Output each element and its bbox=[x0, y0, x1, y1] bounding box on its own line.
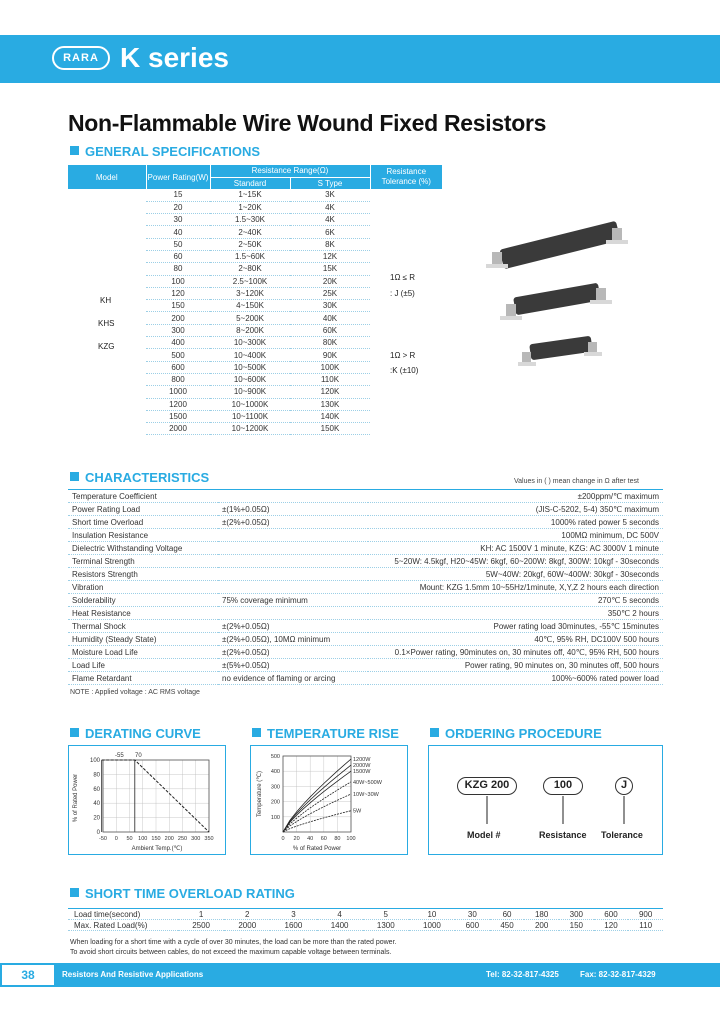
power-cell: 600 bbox=[146, 361, 210, 373]
characteristic-item: Humidity (Steady State) bbox=[68, 633, 218, 646]
characteristic-spec bbox=[218, 581, 368, 594]
model-cell bbox=[68, 250, 146, 262]
standard-cell: 1.5~30K bbox=[210, 214, 290, 226]
temprise-ytick: 100 bbox=[270, 814, 280, 821]
stype-cell: 150K bbox=[290, 423, 370, 435]
power-cell: 30 bbox=[146, 214, 210, 226]
temprise-ytick: 300 bbox=[270, 784, 280, 791]
model-cell bbox=[68, 386, 146, 398]
characteristic-item: Dielectric Withstanding Voltage bbox=[68, 542, 218, 555]
standard-cell: 10~600K bbox=[210, 373, 290, 385]
order-resistance-pill: 100 bbox=[543, 777, 583, 795]
spec-row bbox=[68, 214, 442, 226]
characteristic-spec: ±(2%+0.05Ω) bbox=[218, 646, 368, 659]
standard-cell: 1~15K bbox=[210, 189, 290, 201]
temprise-series-label: 10W~30W bbox=[353, 792, 379, 798]
characteristic-condition: 40℃, 95% RH, DC100V 500 hours bbox=[368, 633, 663, 646]
characteristic-item: Moisture Load Life bbox=[68, 646, 218, 659]
stype-cell: 12K bbox=[290, 250, 370, 262]
characteristic-item: Thermal Shock bbox=[68, 620, 218, 633]
spec-row bbox=[68, 250, 442, 262]
derating-xtick: 300 bbox=[191, 836, 201, 842]
characteristic-spec: 75% coverage minimum bbox=[218, 594, 368, 607]
overload-table bbox=[68, 908, 663, 931]
stype-cell: 40K bbox=[290, 312, 370, 324]
characteristics-heading: CHARACTERISTICS bbox=[70, 470, 209, 485]
temprise-curve bbox=[283, 759, 351, 832]
power-cell: 100 bbox=[146, 275, 210, 287]
characteristic-row bbox=[68, 672, 663, 685]
standard-cell: 1~20K bbox=[210, 201, 290, 213]
characteristic-condition: Mount: KZG 1.5mm 10~55Hz/1minute, X,Y,Z 2 hours each direction bbox=[368, 581, 663, 594]
power-cell: 500 bbox=[146, 349, 210, 361]
spec-row bbox=[68, 324, 442, 336]
temprise-series-label: 40W~500W bbox=[353, 779, 382, 786]
header-band-right bbox=[456, 35, 720, 83]
characteristic-spec: ±(2%+0.05Ω) bbox=[218, 620, 368, 633]
overload-load-label: Max. Rated Load(%) bbox=[68, 920, 178, 931]
temprise-heading: TEMPERATURE RISE bbox=[252, 726, 399, 741]
spec-row bbox=[68, 349, 442, 361]
stype-cell: 110K bbox=[290, 373, 370, 385]
stype-cell: 100K bbox=[290, 361, 370, 373]
derating-ytick: 80 bbox=[93, 772, 100, 779]
stype-cell: 15K bbox=[290, 263, 370, 275]
derating-box bbox=[68, 745, 226, 855]
tolerance-cell bbox=[370, 423, 442, 435]
overload-time-cell: 600 bbox=[594, 909, 629, 920]
characteristic-row bbox=[68, 503, 663, 516]
model-cell bbox=[68, 263, 146, 275]
standard-cell: 2.5~100K bbox=[210, 275, 290, 287]
characteristic-spec: ±(2%+0.05Ω), 10MΩ minimum bbox=[218, 633, 368, 646]
characteristic-row bbox=[68, 646, 663, 659]
derating-marker-min: -55 bbox=[115, 753, 124, 759]
characteristic-item: Heat Resistance bbox=[68, 607, 218, 620]
tolerance-cell bbox=[370, 189, 442, 201]
derating-ytick: 40 bbox=[93, 801, 100, 808]
characteristic-item: Temperature Coefficient bbox=[68, 490, 218, 503]
characteristic-row bbox=[68, 516, 663, 529]
characteristic-spec: ±(2%+0.05Ω) bbox=[218, 516, 368, 529]
stype-cell: 30K bbox=[290, 300, 370, 312]
overload-load-cell: 1400 bbox=[317, 920, 363, 931]
tolerance-cell bbox=[370, 300, 442, 312]
overload-load-cell: 150 bbox=[559, 920, 594, 931]
characteristic-condition: KH: AC 1500V 1 minute, KZG: AC 3000V 1 minute bbox=[368, 542, 663, 555]
derating-xtick: 200 bbox=[164, 836, 174, 842]
derating-xlabel: Ambient Temp.(℃) bbox=[131, 846, 183, 852]
overload-note-2: To avoid short circuits between cables, do not exceed the maximum capable voltage between terminals. bbox=[70, 949, 392, 956]
temprise-xtick: 20 bbox=[293, 836, 300, 842]
col-standard: Standard bbox=[210, 177, 290, 189]
characteristic-row bbox=[68, 568, 663, 581]
characteristic-spec: ±(1%+0.05Ω) bbox=[218, 503, 368, 516]
characteristic-row bbox=[68, 607, 663, 620]
characteristics-table bbox=[68, 489, 663, 685]
stype-cell: 140K bbox=[290, 410, 370, 422]
model-cell bbox=[68, 226, 146, 238]
overload-time-cell: 60 bbox=[490, 909, 525, 920]
characteristics-note: NOTE : Applied voltage : AC RMS voltage bbox=[70, 689, 200, 696]
stype-cell: 90K bbox=[290, 349, 370, 361]
standard-cell: 2~50K bbox=[210, 238, 290, 250]
characteristic-condition: 270℃ 5 seconds bbox=[368, 594, 663, 607]
characteristic-row bbox=[68, 490, 663, 503]
temprise-xtick: 0 bbox=[281, 836, 285, 842]
spec-row bbox=[68, 361, 442, 373]
col-range: Resistance Range(Ω) bbox=[210, 165, 370, 177]
model-kh: KH bbox=[100, 296, 112, 305]
characteristic-spec bbox=[218, 542, 368, 555]
spec-row bbox=[68, 287, 442, 299]
standard-cell: 10~1200K bbox=[210, 423, 290, 435]
resistor-product-images bbox=[470, 200, 650, 380]
footer-tel: Tel: 82-32-817-4325 bbox=[486, 970, 559, 979]
model-cell bbox=[68, 398, 146, 410]
characteristic-condition: 350℃ 2 hours bbox=[368, 607, 663, 620]
order-tolerance-pill: J bbox=[615, 777, 633, 795]
overload-time-cell: 5 bbox=[363, 909, 409, 920]
characteristic-row bbox=[68, 555, 663, 568]
standard-cell: 10~500K bbox=[210, 361, 290, 373]
temprise-ytick: 200 bbox=[270, 799, 280, 806]
tolerance-cell bbox=[370, 337, 442, 349]
stype-cell: 6K bbox=[290, 226, 370, 238]
order-model-pill: KZG 200 bbox=[457, 777, 517, 795]
overload-load-cell: 200 bbox=[524, 920, 559, 931]
stype-cell: 4K bbox=[290, 214, 370, 226]
ordering-heading: ORDERING PROCEDURE bbox=[430, 726, 602, 741]
model-cell bbox=[68, 373, 146, 385]
characteristic-spec bbox=[218, 490, 368, 503]
page-title: Non-Flammable Wire Wound Fixed Resistors bbox=[68, 110, 547, 136]
spec-row bbox=[68, 373, 442, 385]
characteristics-note-right: Values in ( ) mean change in Ω after test bbox=[514, 478, 639, 485]
overload-load-cell: 1000 bbox=[409, 920, 455, 931]
model-cell bbox=[68, 214, 146, 226]
tolerance-cell bbox=[370, 324, 442, 336]
col-tolerance: Resistance Tolerance (%) bbox=[370, 165, 442, 189]
derating-xtick: 100 bbox=[138, 836, 148, 842]
derating-marker-70: 70 bbox=[135, 753, 142, 759]
spec-row bbox=[68, 410, 442, 422]
characteristic-spec: ±(5%+0.05Ω) bbox=[218, 659, 368, 672]
standard-cell: 8~200K bbox=[210, 324, 290, 336]
spec-row bbox=[68, 312, 442, 324]
footer-title: Resistors And Resistive Applications bbox=[62, 970, 204, 979]
model-cell bbox=[68, 189, 146, 201]
tolerance-cell bbox=[370, 214, 442, 226]
stype-cell: 130K bbox=[290, 398, 370, 410]
model-khs: KHS bbox=[98, 319, 115, 328]
stype-cell: 4K bbox=[290, 201, 370, 213]
standard-cell: 2~40K bbox=[210, 226, 290, 238]
power-cell: 1500 bbox=[146, 410, 210, 422]
characteristic-row bbox=[68, 542, 663, 555]
characteristic-condition: 100MΩ minimum, DC 500V bbox=[368, 529, 663, 542]
characteristic-row bbox=[68, 594, 663, 607]
temprise-ytick: 400 bbox=[270, 769, 280, 776]
characteristic-condition: 5~20W: 4.5kgf, H20~45W: 6kgf, 60~200W: 8kgf, 300W: 10kgf - 30seconds bbox=[368, 555, 663, 568]
stype-cell: 120K bbox=[290, 386, 370, 398]
characteristic-spec bbox=[218, 568, 368, 581]
power-cell: 200 bbox=[146, 312, 210, 324]
power-cell: 15 bbox=[146, 189, 210, 201]
derating-xtick: -50 bbox=[99, 836, 107, 842]
tolerance-cell bbox=[370, 238, 442, 250]
power-cell: 300 bbox=[146, 324, 210, 336]
tolerance-line-3: 1Ω > R bbox=[390, 351, 416, 360]
spec-row bbox=[68, 189, 442, 201]
characteristic-condition: 5W~40W: 20kgf, 60W~400W: 30kgf - 30seconds bbox=[368, 568, 663, 581]
derating-xtick: 350 bbox=[204, 836, 214, 842]
characteristic-condition: 100%~600% rated power load bbox=[368, 672, 663, 685]
model-cell bbox=[68, 410, 146, 422]
temprise-xlabel: % of Rated Power bbox=[292, 846, 342, 852]
model-cell bbox=[68, 275, 146, 287]
standard-cell: 10~1000K bbox=[210, 398, 290, 410]
temprise-series-label: 1500W bbox=[353, 769, 371, 776]
temprise-ytick: 500 bbox=[270, 754, 280, 760]
overload-time-cell: 10 bbox=[409, 909, 455, 920]
tolerance-cell bbox=[370, 201, 442, 213]
standard-cell: 5~200K bbox=[210, 312, 290, 324]
derating-ytick: 20 bbox=[93, 815, 100, 822]
overload-time-cell: 4 bbox=[317, 909, 363, 920]
spec-row bbox=[68, 337, 442, 349]
overload-load-cell: 120 bbox=[594, 920, 629, 931]
derating-ylabel: % of Rated Power bbox=[73, 773, 79, 823]
temprise-chart bbox=[251, 746, 407, 854]
spec-row bbox=[68, 386, 442, 398]
stype-cell: 20K bbox=[290, 275, 370, 287]
characteristic-row bbox=[68, 659, 663, 672]
power-cell: 150 bbox=[146, 300, 210, 312]
temprise-ylabel: Temperature (℃) bbox=[257, 770, 263, 818]
power-cell: 1200 bbox=[146, 398, 210, 410]
col-power: Power Rating(W) bbox=[146, 165, 210, 189]
derating-ytick: 100 bbox=[89, 758, 100, 764]
characteristic-spec bbox=[218, 529, 368, 542]
order-label-model: Model # bbox=[467, 830, 501, 840]
tolerance-cell bbox=[370, 250, 442, 262]
spec-row bbox=[68, 423, 442, 435]
characteristic-item: Flame Retardant bbox=[68, 672, 218, 685]
temprise-series-label: 2000W bbox=[353, 763, 371, 770]
derating-xtick: 150 bbox=[151, 836, 161, 842]
characteristic-item: Resistors Strength bbox=[68, 568, 218, 581]
overload-load-cell: 450 bbox=[490, 920, 525, 931]
standard-cell: 1.5~60K bbox=[210, 250, 290, 262]
characteristic-item: Terminal Strength bbox=[68, 555, 218, 568]
overload-load-cell: 1300 bbox=[363, 920, 409, 931]
characteristic-item: Vibration bbox=[68, 581, 218, 594]
power-cell: 400 bbox=[146, 337, 210, 349]
power-cell: 1000 bbox=[146, 386, 210, 398]
tolerance-line-1: 1Ω ≤ R bbox=[390, 273, 416, 282]
overload-time-cell: 1 bbox=[178, 909, 224, 920]
derating-xtick: 50 bbox=[126, 836, 133, 842]
overload-heading: SHORT TIME OVERLOAD RATING bbox=[70, 886, 295, 901]
power-cell: 50 bbox=[146, 238, 210, 250]
characteristic-spec bbox=[218, 555, 368, 568]
tolerance-cell bbox=[370, 226, 442, 238]
characteristic-spec: no evidence of flaming or arcing bbox=[218, 672, 368, 685]
model-cell bbox=[68, 361, 146, 373]
tolerance-cell bbox=[370, 312, 442, 324]
characteristic-item: Insulation Resistance bbox=[68, 529, 218, 542]
tolerance-cell bbox=[370, 398, 442, 410]
model-cell bbox=[68, 423, 146, 435]
spec-row bbox=[68, 226, 442, 238]
characteristic-item: Power Rating Load bbox=[68, 503, 218, 516]
characteristic-spec bbox=[218, 607, 368, 620]
derating-ytick: 60 bbox=[93, 786, 100, 793]
overload-time-cell: 900 bbox=[628, 909, 663, 920]
power-cell: 20 bbox=[146, 201, 210, 213]
order-label-resistance: Resistance bbox=[539, 830, 587, 840]
temprise-xtick: 100 bbox=[346, 836, 356, 842]
derating-ytick: 0 bbox=[96, 830, 100, 836]
standard-cell: 10~400K bbox=[210, 349, 290, 361]
general-heading: GENERAL SPECIFICATIONS bbox=[70, 144, 260, 159]
stype-cell: 25K bbox=[290, 287, 370, 299]
temprise-box bbox=[250, 745, 408, 855]
temprise-xtick: 80 bbox=[334, 836, 341, 842]
model-cell bbox=[68, 201, 146, 213]
power-cell: 60 bbox=[146, 250, 210, 262]
standard-cell: 2~80K bbox=[210, 263, 290, 275]
characteristic-item: Short time Overload bbox=[68, 516, 218, 529]
spec-row bbox=[68, 275, 442, 287]
characteristic-condition: 1000% rated power 5 seconds bbox=[368, 516, 663, 529]
power-cell: 800 bbox=[146, 373, 210, 385]
derating-chart bbox=[69, 746, 225, 854]
standard-cell: 10~900K bbox=[210, 386, 290, 398]
general-spec-table bbox=[68, 165, 442, 435]
characteristic-condition: Power rating, 90 minutes on, 30 minutes off, 500 hours bbox=[368, 659, 663, 672]
footer-fax: Fax: 82-32-817-4329 bbox=[580, 970, 656, 979]
temprise-series-label: 1200W bbox=[353, 757, 371, 764]
characteristic-row bbox=[68, 581, 663, 594]
derating-heading: DERATING CURVE bbox=[70, 726, 201, 741]
page-number: 38 bbox=[0, 963, 56, 987]
spec-row bbox=[68, 238, 442, 250]
standard-cell: 4~150K bbox=[210, 300, 290, 312]
derating-curve-line bbox=[102, 760, 209, 832]
tolerance-cell bbox=[370, 386, 442, 398]
overload-time-cell: 300 bbox=[559, 909, 594, 920]
resistor-image-medium bbox=[500, 283, 612, 320]
temprise-series-label: 5W bbox=[353, 808, 362, 815]
series-title: K series bbox=[120, 42, 229, 73]
standard-cell: 10~1100K bbox=[210, 410, 290, 422]
characteristic-row bbox=[68, 529, 663, 542]
temprise-curve bbox=[283, 811, 351, 832]
col-stype: S Type bbox=[290, 177, 370, 189]
characteristic-item: Solderability bbox=[68, 594, 218, 607]
characteristic-row bbox=[68, 633, 663, 646]
characteristic-condition: Power rating load 30minutes, -55℃ 15minutes bbox=[368, 620, 663, 633]
characteristic-condition: (JIS-C-5202, 5-4) 350℃ maximum bbox=[368, 503, 663, 516]
overload-time-cell: 2 bbox=[224, 909, 270, 920]
standard-cell: 3~120K bbox=[210, 287, 290, 299]
tolerance-line-4: :K (±10) bbox=[390, 366, 419, 375]
model-cell bbox=[68, 238, 146, 250]
stype-cell: 3K bbox=[290, 189, 370, 201]
tolerance-cell bbox=[370, 410, 442, 422]
temprise-curve bbox=[283, 782, 351, 832]
overload-load-cell: 600 bbox=[455, 920, 490, 931]
overload-time-cell: 3 bbox=[270, 909, 316, 920]
resistor-image-small bbox=[518, 336, 602, 366]
spec-row bbox=[68, 201, 442, 213]
overload-load-cell: 110 bbox=[628, 920, 663, 931]
power-cell: 40 bbox=[146, 226, 210, 238]
spec-row bbox=[68, 300, 442, 312]
resistor-image-large bbox=[486, 221, 628, 269]
overload-time-label: Load time(second) bbox=[68, 909, 178, 920]
derating-xtick: 0 bbox=[114, 836, 118, 842]
power-cell: 2000 bbox=[146, 423, 210, 435]
stype-cell: 60K bbox=[290, 324, 370, 336]
spec-row bbox=[68, 263, 442, 275]
standard-cell: 10~300K bbox=[210, 337, 290, 349]
characteristic-item: Load Life bbox=[68, 659, 218, 672]
characteristic-condition: ±200ppm/℃ maximum bbox=[368, 490, 663, 503]
derating-xtick: 250 bbox=[177, 836, 188, 842]
order-label-tolerance: Tolerance bbox=[601, 830, 643, 840]
col-model: Model bbox=[68, 165, 146, 189]
spec-row bbox=[68, 398, 442, 410]
stype-cell: 80K bbox=[290, 337, 370, 349]
overload-time-cell: 180 bbox=[524, 909, 559, 920]
power-cell: 80 bbox=[146, 263, 210, 275]
temprise-xtick: 60 bbox=[320, 836, 327, 842]
overload-time-cell: 30 bbox=[455, 909, 490, 920]
ordering-box bbox=[428, 745, 663, 855]
brand-logo: RARA bbox=[52, 46, 110, 70]
overload-load-cell: 2000 bbox=[224, 920, 270, 931]
tolerance-line-2: : J (±5) bbox=[390, 289, 415, 298]
overload-note-1: When loading for a short time with a cycle of over 30 minutes, the load can be more than the rated power. bbox=[70, 939, 397, 946]
characteristic-row bbox=[68, 620, 663, 633]
power-cell: 120 bbox=[146, 287, 210, 299]
tolerance-cell bbox=[370, 373, 442, 385]
overload-load-cell: 2500 bbox=[178, 920, 224, 931]
stype-cell: 8K bbox=[290, 238, 370, 250]
characteristic-condition: 0.1×Power rating, 90minutes on, 30 minutes off, 40℃, 95% RH, 500 hours bbox=[368, 646, 663, 659]
model-kzg: KZG bbox=[98, 342, 115, 351]
temprise-xtick: 40 bbox=[307, 836, 314, 842]
overload-load-cell: 1600 bbox=[270, 920, 316, 931]
